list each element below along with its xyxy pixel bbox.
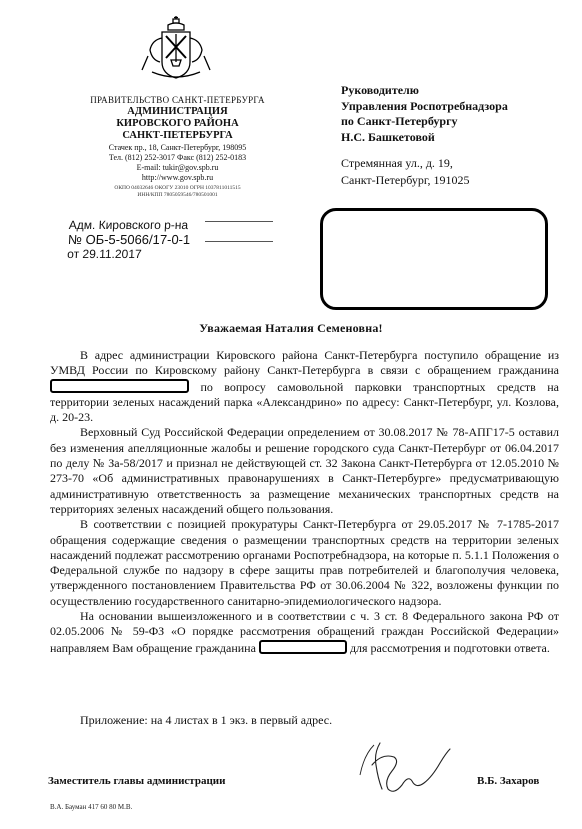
sender-government: ПРАВИТЕЛЬСТВО САНКТ-ПЕТЕРБУРГА <box>90 95 265 105</box>
coat-of-arms-icon <box>140 16 212 82</box>
sender-admin-line: САНКТ-ПЕТЕРБУРГА <box>122 129 233 141</box>
redacted-name <box>259 640 347 654</box>
recipient-address <box>341 155 469 190</box>
signer-name: В.Б. Захаров <box>477 775 540 787</box>
redacted-stamp-box <box>320 208 548 310</box>
address-line: Стремянная ул., д. 19, <box>341 156 453 170</box>
signer-position: Заместитель главы администрации <box>48 775 226 787</box>
stamp-number: № ОБ-5-5066/17-0-1 <box>67 232 191 248</box>
paragraph-text: по вопросу самовольной парковки транспортных средств на территории зеленых насаждений парка «Александрино» по адресу: Санкт-Петербург, ул. Козлова, д. 20-23. <box>50 379 559 425</box>
sender-contacts <box>70 143 285 183</box>
paragraph-text: для рассмотрения и подготовки ответа. <box>349 640 550 655</box>
attachment-note: Приложение: на 4 листах в 1 экз. в первый адрес. <box>80 713 333 727</box>
paragraph-text: В адрес администрации Кировского района Санкт-Петербурга поступило обращение из УМВД России по Кировскому району Санкт-Петербурга в связи с обращением гражданина <box>50 348 559 378</box>
paragraph <box>50 609 559 656</box>
recipient-line: по Санкт-Петербургу <box>341 114 458 129</box>
sender-codes-line: ОКПО 04032646 ОКОГУ 23010 ОГРН 1037811011515 <box>114 185 241 191</box>
sender-phone-fax: Тел. (812) 252-3017 Факс (812) 252-0183 <box>108 153 247 162</box>
paragraph <box>50 348 559 425</box>
paragraph-text: На основании вышеизложенного и в соответствии с ч. 3 ст. 8 Федерального закона РФ от 02.05.2006 № 59-ФЗ «О порядке рассмотрения обращений граждан Российской Федерации» направляем Вам обращение гражданина <box>50 609 559 655</box>
recipient-block <box>341 83 508 145</box>
sender-admin-line: АДМИНИСТРАЦИЯ <box>127 106 228 117</box>
sender-codes <box>70 185 285 199</box>
ref-underline <box>205 241 273 242</box>
greeting: Уважаемая Наталия Семеновна! <box>199 321 383 335</box>
sender-administration <box>70 106 285 141</box>
address-line: Санкт-Петербург, 191025 <box>341 173 470 188</box>
recipient-line: Управления Роспотребнадзора <box>341 98 508 113</box>
paragraph: Верховный Суд Российской Федерации определением от 30.08.2017 № 78-АПГ17-5 оставил без изменения апелляционные жалобы и решение городского суда Санкт-Петербург от 06.04.2017 по делу № За-58/2017 и признал не действующей ст. 32 Закона Санкт-Петербурга от 12.05.2010 № 273-70 «Об административных правонарушениях в Санкт-Петербурге» предусматривающую административную ответственность за размещение механических транспортных средств на территориях зеленых насаждений общего пользования. <box>50 425 559 516</box>
sender-address: Стачек пр., 18, Санкт-Петербург, 198095 <box>108 143 247 152</box>
sender-website: http://www.gov.spb.ru <box>141 173 214 182</box>
stamp-date: от 29.11.2017 <box>66 247 143 262</box>
sender-email: E-mail: tukir@gov.spb.ru <box>136 163 219 172</box>
stamp-office: Адм. Кировского р-на <box>68 218 189 232</box>
handwritten-signature <box>350 735 460 800</box>
registration-stamp <box>67 218 191 262</box>
sender-codes-line: ИНН/КПП 7805059546/780501001 <box>137 192 218 199</box>
letter-body <box>50 348 559 656</box>
recipient-line: Н.С. Башкетовой <box>341 129 435 144</box>
ref-underline <box>205 221 273 222</box>
recipient-line: Руководителю <box>341 83 419 97</box>
paragraph: В соответствии с позицией прокуратуры Санкт-Петербурга от 29.05.2017 № 7-1785-2017 обращения содержащие сведения о размещении транспортных средств на территории зеленых насаждений подлежат рассмотрению органами Роспотребнадзора, на которые п. 5.1.1 Положения о Федеральной службе по надзору в сфере защиты прав потребителей и благополучия человека, утвержденного постановлением Правительства РФ от 30.06.2004 № 322, возложены функции по осуществлению государственного санитарно-эпидемиологического надзора. <box>50 517 559 608</box>
performer-note: В.А. Бауман 417 60 80 М.В. <box>50 803 133 811</box>
redacted-name <box>50 379 189 393</box>
sender-admin-line: КИРОВСКОГО РАЙОНА <box>116 117 239 129</box>
